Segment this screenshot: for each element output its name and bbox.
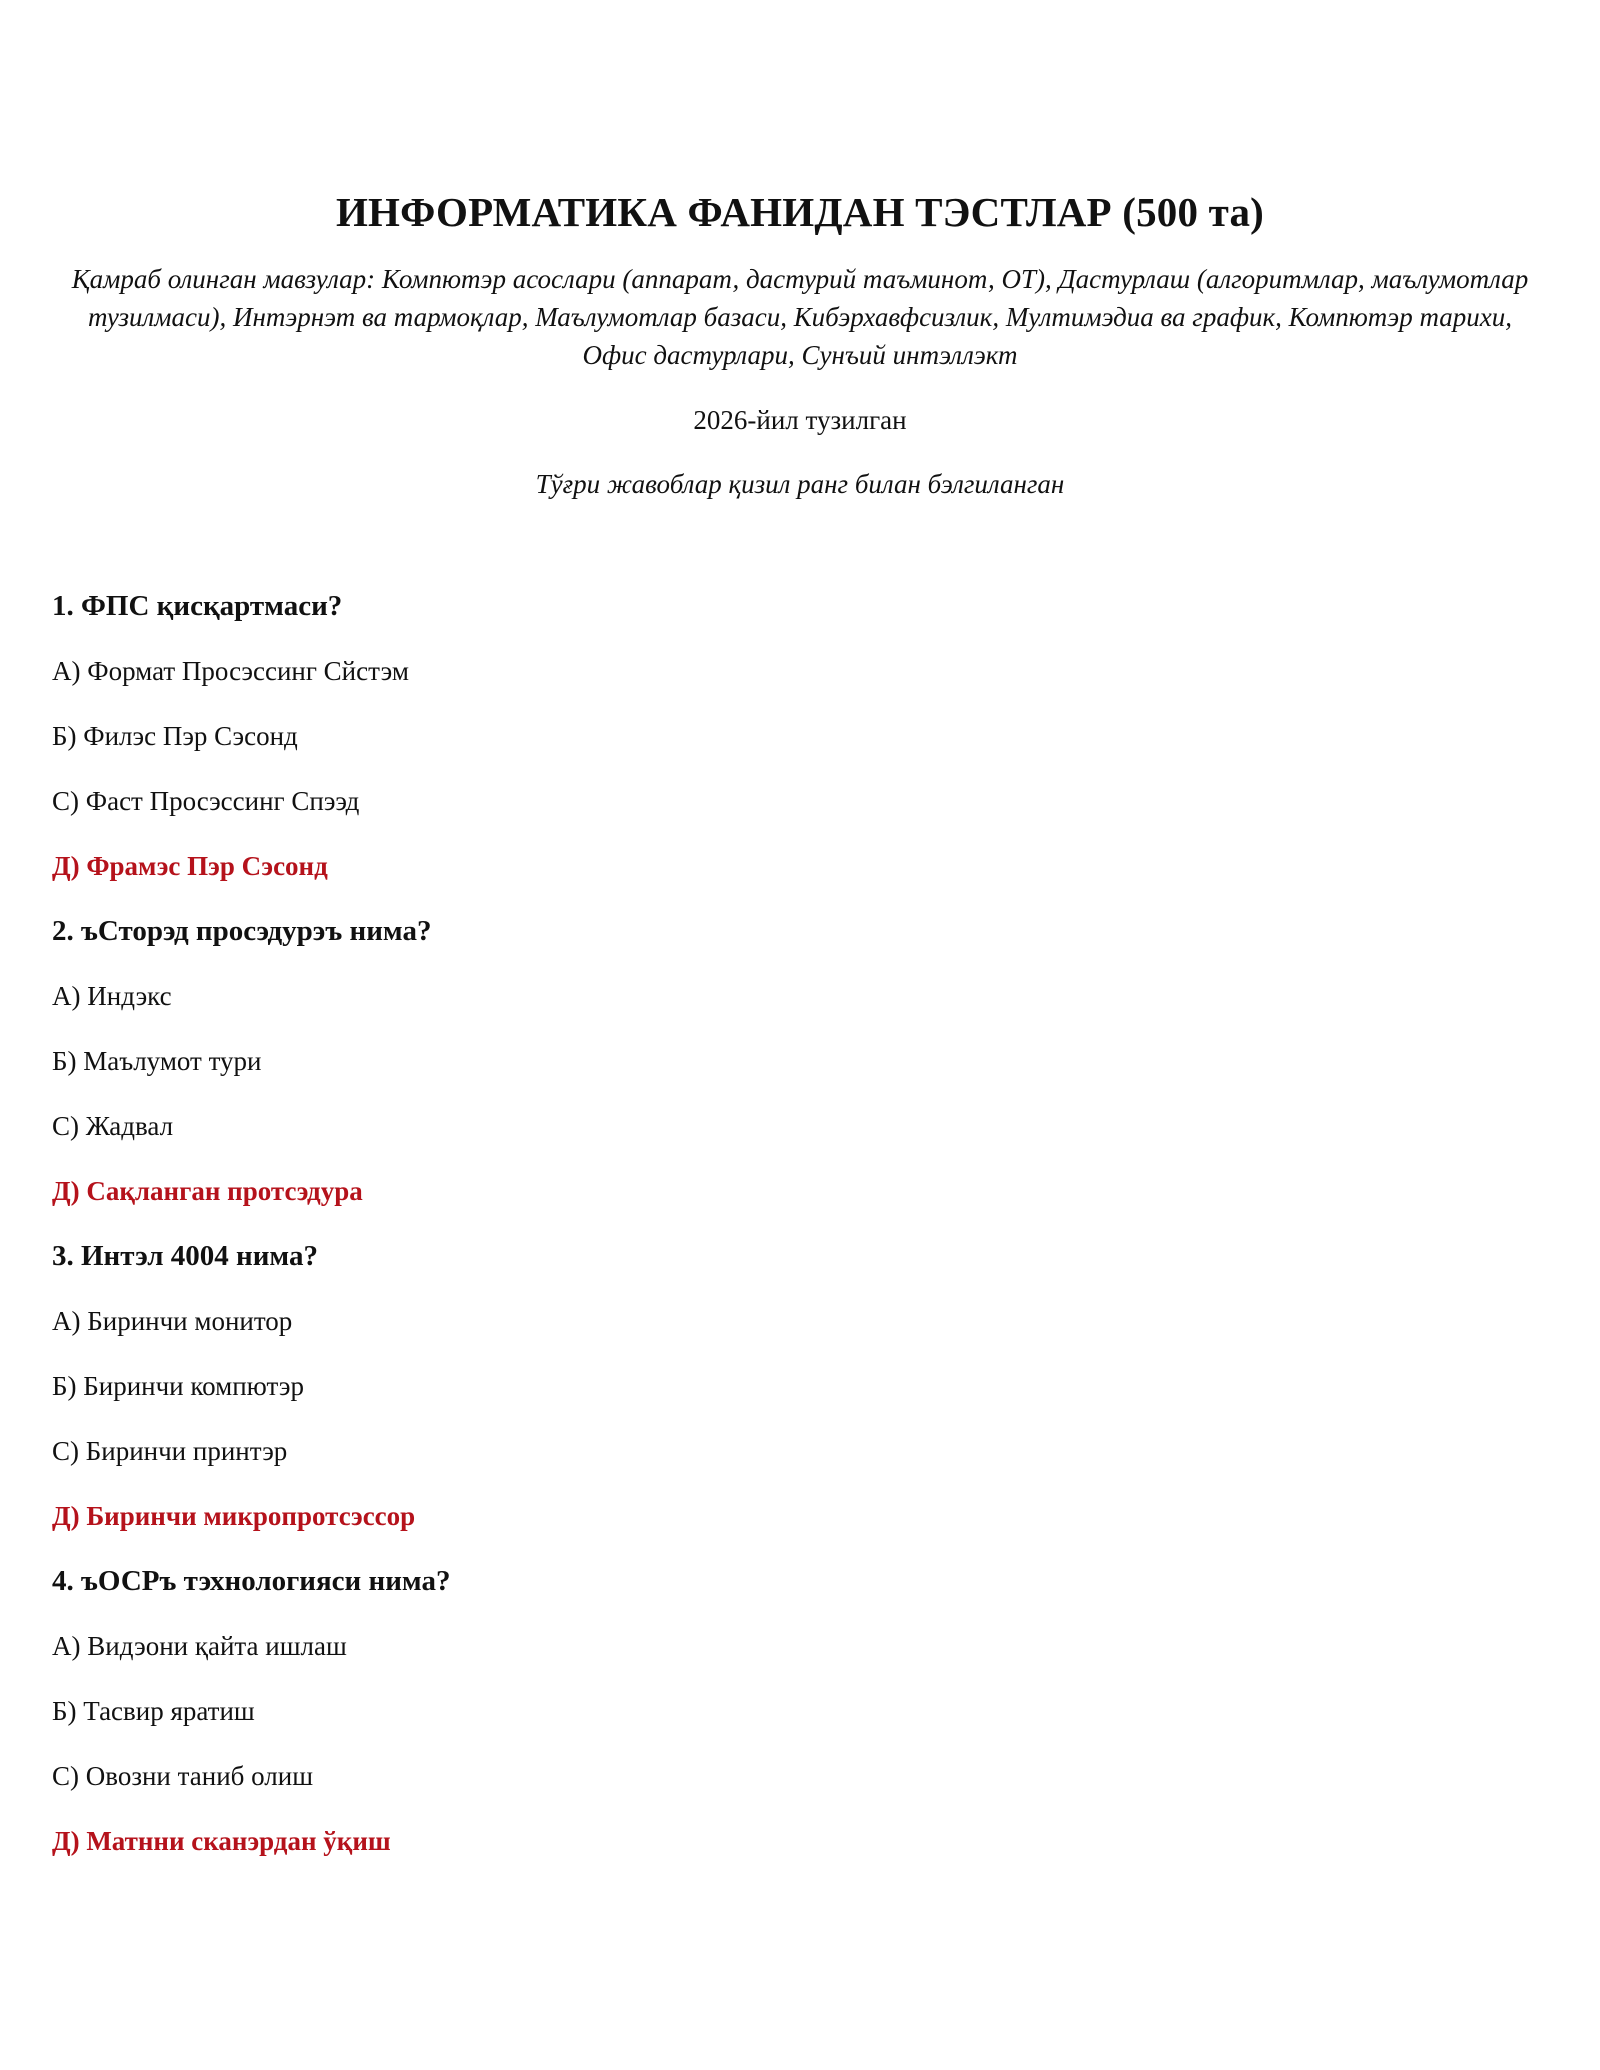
question-title: 2. ъСторэд просэдурэъ нима? [52,915,432,947]
compiled-year: 2026-йил тузилган [693,405,907,435]
answer-option: А) Формат Просэссинг Сйстэм [52,656,410,686]
answer-option: С) Овозни таниб олиш [52,1761,313,1791]
question-title: 1. ФПС қисқартмаси? [52,590,343,622]
answer-option: Б) Биринчи компютэр [52,1371,305,1401]
document-title: ИНФОРМАТИКА ФАНИДАН ТЭСТЛАР (500 та) [335,189,1265,235]
question-title: 4. ъОСРъ тэхнологияси нима? [52,1565,451,1597]
topics-covered: Қамраб олинган мавзулар: Компютэр асослари (аппарат, дастурий таъминот, ОТ), Дастурлаш (алгоритмлар, маълумотлар тузилмаси), Интэрнэт ва тармоқлар, Маълумотлар базаси, Кибэрхавфсизлик, Мултимэдиа ва график, Компютэр тарихи, Офис дастурлари, Сунъий интэллэкт [71,264,1529,370]
answer-option: А) Индэкс [52,981,172,1011]
correct-answer-option: Д) Матнни сканэрдан ўқиш [52,1826,391,1856]
answer-option: С) Биринчи принтэр [52,1436,288,1466]
question-item [52,588,1548,884]
question-item [52,1563,1548,1859]
answer-option: С) Жадвал [52,1111,174,1141]
question-title: 3. Интэл 4004 нима? [52,1240,318,1272]
correct-answer-option: Д) Биринчи микропротсэссор [52,1501,416,1531]
correct-answer-option: Д) Фрамэс Пэр Сэсонд [52,851,328,881]
answer-option: А) Видэони қайта ишлаш [52,1631,347,1661]
answer-option: Б) Маълумот тури [52,1046,262,1076]
correct-answer-note: Тўғри жавоблар қизил ранг билан бэлгиланган [535,469,1065,499]
answer-option: Б) Тасвир яратиш [52,1696,255,1726]
question-item [52,913,1548,1209]
correct-answer-option: Д) Сақланган протсэдура [52,1176,363,1206]
question-item [52,1238,1548,1534]
question-list [52,588,1548,1859]
answer-option: А) Биринчи монитор [52,1306,293,1336]
answer-option: Б) Филэс Пэр Сэсонд [52,721,298,751]
answer-option: С) Фаст Просэссинг Спээд [52,786,360,816]
